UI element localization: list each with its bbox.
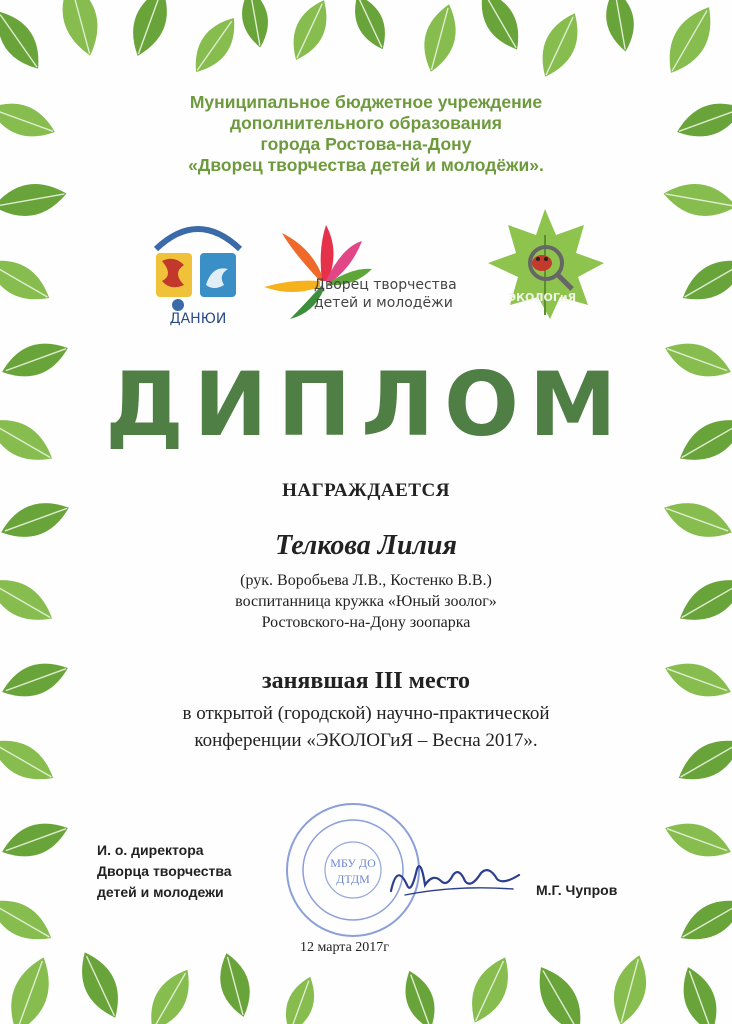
- recipient-supervisors: (рук. Воробьева Л.В., Костенко В.В.): [240, 572, 492, 589]
- leaf: [471, 0, 530, 57]
- leaf: [657, 0, 723, 81]
- recipient-organization: Ростовского-на-Дону зоопарка: [261, 614, 471, 631]
- leaf: [673, 889, 732, 951]
- leaf: [397, 966, 443, 1024]
- leaf: [237, 0, 272, 50]
- ecology-logo-label: ЭКОЛОГиЯ: [507, 291, 577, 304]
- institution-header: [0, 92, 732, 176]
- leaf: [660, 814, 732, 866]
- director-signature: [385, 855, 525, 903]
- award-place: занявшая III место: [261, 668, 471, 694]
- signatory-line-2: Дворца творчества: [97, 863, 232, 879]
- dvorets-logo: [262, 223, 462, 327]
- signatory-line-1: И. о. директора: [97, 842, 204, 858]
- leaf: [213, 950, 257, 1021]
- leaf: [140, 962, 200, 1024]
- signatory-title: [97, 840, 232, 903]
- recipient-name: Телкова Лилия: [275, 530, 457, 561]
- signatory-line-3: детей и молодежи: [97, 884, 224, 900]
- header-line-2: дополнительного образования: [229, 113, 502, 133]
- leaf: [278, 972, 322, 1024]
- dvorets-logo-line1: Дворец творчества: [314, 277, 457, 293]
- leaf: [601, 0, 639, 54]
- conference-line-2: конференции «ЭКОЛОГиЯ – Весна 2017».: [194, 730, 538, 751]
- ecology-logo: [480, 205, 610, 323]
- header-line-3: города Ростова-на-Дону: [260, 134, 472, 154]
- logos-row: [0, 205, 732, 330]
- leaf: [1, 952, 60, 1024]
- leaf: [532, 7, 588, 83]
- header-line-1: Муниципальное бюджетное учреждение: [189, 92, 543, 112]
- leaf: [606, 951, 654, 1024]
- leaf: [54, 0, 106, 60]
- stamp-center-line-2: ДТДМ: [336, 872, 370, 886]
- conference-text: [0, 700, 732, 754]
- issue-date: 12 марта 2017г: [300, 940, 390, 955]
- leaf: [0, 3, 50, 77]
- leaf: [185, 10, 246, 80]
- leaf: [527, 959, 593, 1024]
- leaf: [0, 814, 73, 866]
- leaf: [0, 889, 59, 951]
- dvorets-logo-line2: детей и молодёжи: [314, 295, 453, 311]
- leaf: [461, 951, 519, 1024]
- leaf: [417, 0, 464, 75]
- recipient-details: [0, 570, 732, 633]
- awarded-label: НАГРАЖДАЕТСЯ: [282, 480, 450, 501]
- leaf: [674, 962, 726, 1024]
- conference-line-1: в открытой (городской) научно-практической: [182, 703, 550, 724]
- signatory-name: М.Г. Чупров: [536, 882, 618, 898]
- danyu-logo-label: ДАНЮИ: [169, 311, 227, 327]
- header-line-4: «Дворец творчества детей и молодёжи».: [188, 155, 544, 175]
- leaf: [71, 946, 129, 1024]
- stamp-center-line-1: МБУ ДО: [330, 856, 376, 870]
- leaf: [346, 0, 394, 55]
- leaf: [123, 0, 176, 61]
- leaf: [283, 0, 336, 66]
- danyu-logo: [148, 215, 248, 327]
- recipient-club: воспитанница кружка «Юный зоолог»: [235, 593, 497, 610]
- diploma-title: ДИПЛОМ: [105, 353, 627, 456]
